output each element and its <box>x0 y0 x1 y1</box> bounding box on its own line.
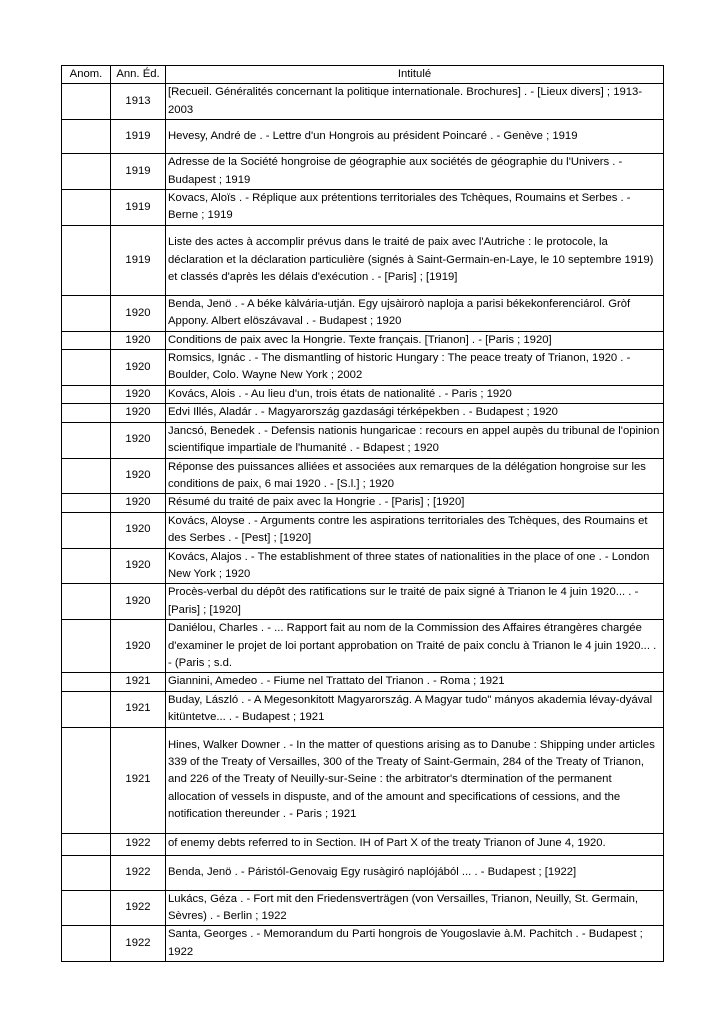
header-row <box>62 66 664 84</box>
table-row <box>62 120 664 154</box>
title-cell: Benda, Jenö . - A béke kàlvária-utján. Egy ujsàirorò naploja a parisi békekonferenciárol. Gròf Appony. Albert elöszávaval . - Budapest ; 1920 <box>166 295 664 331</box>
anom-cell <box>62 84 111 120</box>
title-cell: Hines, Walker Downer . - In the matter of questions arising as to Danube : Shipping under articles 339 of the Treaty of Versailles, 300 of the Treaty of Saint-Germain, 284 of the Treaty of Trianon, and 226 of the Treaty of Neuilly-sur-Seine : the arbitrator's dtermination of the permanent allocation of vessels in dispuste, and of the amount and specifications of cessions, and the notification thereunder . - Paris ; 1921 <box>166 727 664 833</box>
table-row <box>62 385 664 403</box>
title-cell: Procès-verbal du dépôt des ratifications sur le traité de paix signé à Trianon le 4 juin 1920... . - [Paris] ; [1920] <box>166 584 664 620</box>
year-cell: 1920 <box>111 584 166 620</box>
table-row <box>62 855 664 890</box>
anom-cell <box>62 458 111 494</box>
title-cell: Résumé du traité de paix avec la Hongrie . - [Paris] ; [1920] <box>166 494 664 512</box>
table-row <box>62 691 664 727</box>
title-cell: Buday, László . - A Megesonkitott Magyarország. A Magyar tudo" mányos akademia lévay-dyával kitüntetve... . - Budapest ; 1921 <box>166 691 664 727</box>
year-cell: 1920 <box>111 458 166 494</box>
table-row <box>62 350 664 386</box>
year-cell: 1921 <box>111 673 166 691</box>
table-row <box>62 673 664 691</box>
anom-cell <box>62 926 111 962</box>
table-row <box>62 154 664 190</box>
anom-cell <box>62 890 111 926</box>
anom-cell <box>62 691 111 727</box>
anom-cell <box>62 190 111 226</box>
year-cell: 1919 <box>111 120 166 154</box>
anom-cell <box>62 548 111 584</box>
year-cell: 1920 <box>111 548 166 584</box>
table-row <box>62 584 664 620</box>
table-row <box>62 620 664 673</box>
year-cell: 1919 <box>111 154 166 190</box>
table-row <box>62 225 664 295</box>
anom-cell <box>62 855 111 890</box>
year-cell: 1913 <box>111 84 166 120</box>
title-cell: Kovács, Alajos . - The establishment of three states of nationalities in the place of one . - London New York ; 1920 <box>166 548 664 584</box>
anom-cell <box>62 225 111 295</box>
anom-cell <box>62 494 111 512</box>
header-year: Ann. Éd. <box>111 66 166 84</box>
year-cell: 1920 <box>111 494 166 512</box>
anom-cell <box>62 295 111 331</box>
table-row <box>62 458 664 494</box>
catalog-sheet <box>61 65 664 962</box>
anom-cell <box>62 584 111 620</box>
year-cell: 1920 <box>111 404 166 422</box>
year-cell: 1921 <box>111 691 166 727</box>
table-row <box>62 295 664 331</box>
year-cell: 1920 <box>111 295 166 331</box>
title-cell: Kovács, Aloyse . - Arguments contre les aspirations territoriales des Tchèques, des Roumains et des Serbes . - [Pest] ; [1920] <box>166 512 664 548</box>
anom-cell <box>62 620 111 673</box>
anom-cell <box>62 727 111 833</box>
title-cell: Daniélou, Charles . - ... Rapport fait au nom de la Commission des Affaires étrangères chargée d'examiner le projet de loi portant approbation on Traité de paix conclu à Trianon le 4 juin 1920... . - (Paris ; s.d. <box>166 620 664 673</box>
title-cell: Adresse de la Société hongroise de géographie aux sociétés de géographie du l'Univers . - Budapest ; 1919 <box>166 154 664 190</box>
anom-cell <box>62 422 111 458</box>
title-cell: Jancsó, Benedek . - Defensis nationis hungaricae : recours en appel aupès du tribunal de l'opinion scientifique impartiale de l'humanité . - Bdapest ; 1920 <box>166 422 664 458</box>
year-cell: 1920 <box>111 422 166 458</box>
anom-cell <box>62 120 111 154</box>
title-cell: Giannini, Amedeo . - Fiume nel Trattato del Trianon . - Roma ; 1921 <box>166 673 664 691</box>
year-cell: 1922 <box>111 926 166 962</box>
title-cell: Santa, Georges . - Memorandum du Parti hongrois de Yougoslavie à.M. Pachitch . - Budapest ; 1922 <box>166 926 664 962</box>
table-row <box>62 494 664 512</box>
year-cell: 1922 <box>111 833 166 855</box>
year-cell: 1920 <box>111 331 166 349</box>
anom-cell <box>62 331 111 349</box>
title-cell: Benda, Jenö . - Páristól-Genovaig Egy rusàgiró naplójából ... . - Budapest ; [1922] <box>166 855 664 890</box>
year-cell: 1919 <box>111 190 166 226</box>
anom-cell <box>62 512 111 548</box>
anom-cell <box>62 154 111 190</box>
year-cell: 1920 <box>111 350 166 386</box>
table-row <box>62 548 664 584</box>
title-cell: Lukács, Géza . - Fort mit den Friedensverträgen (von Versailles, Trianon, Neuilly, St. Germain, Sèvres) . - Berlin ; 1922 <box>166 890 664 926</box>
table-row <box>62 890 664 926</box>
table-row <box>62 727 664 833</box>
catalog-table <box>61 65 664 962</box>
table-row <box>62 404 664 422</box>
title-cell: Kovács, Alois . - Au lieu d'un, trois états de nationalité . - Paris ; 1920 <box>166 385 664 403</box>
title-cell: Hevesy, André de . - Lettre d'un Hongrois au président Poincaré . - Genève ; 1919 <box>166 120 664 154</box>
title-cell: Conditions de paix avec la Hongrie. Texte français. [Trianon] . - [Paris ; 1920] <box>166 331 664 349</box>
year-cell: 1920 <box>111 512 166 548</box>
anom-cell <box>62 833 111 855</box>
table-row <box>62 422 664 458</box>
title-cell: [Recueil. Généralités concernant la politique internationale. Brochures] . - [Lieux divers] ; 1913-2003 <box>166 84 664 120</box>
title-cell: Liste des actes à accomplir prévus dans le traité de paix avec l'Autriche : le protocole, la déclaration et la déclaration particulière (signés à Saint-Germain-en-Laye, le 10 septembre 1919) et classés d'après les délais d'exécution . - [Paris] ; [1919] <box>166 225 664 295</box>
title-cell: Romsics, Ignác . - The dismantling of historic Hungary : The peace treaty of Trianon, 1920 . - Boulder, Colo. Wayne New York ; 2002 <box>166 350 664 386</box>
table-row <box>62 833 664 855</box>
anom-cell <box>62 404 111 422</box>
title-cell: Réponse des puissances alliées et associées aux remarques de la délégation hongroise sur les conditions de paix, 6 mai 1920 . - [S.l.] ; 1920 <box>166 458 664 494</box>
year-cell: 1920 <box>111 620 166 673</box>
header-anom: Anom. <box>62 66 111 84</box>
table-row <box>62 926 664 962</box>
table-body <box>62 84 664 962</box>
anom-cell <box>62 673 111 691</box>
title-cell: Edvi Illés, Aladár . - Magyarország gazdasági térképekben . - Budapest ; 1920 <box>166 404 664 422</box>
title-cell: Kovacs, Aloïs . - Réplique aux prétentions territoriales des Tchèques, Roumains et Serbes . - Berne ; 1919 <box>166 190 664 226</box>
year-cell: 1919 <box>111 225 166 295</box>
year-cell: 1922 <box>111 855 166 890</box>
year-cell: 1922 <box>111 890 166 926</box>
header-title: Intitulé <box>166 66 664 84</box>
year-cell: 1921 <box>111 727 166 833</box>
table-row <box>62 512 664 548</box>
anom-cell <box>62 385 111 403</box>
table-row <box>62 84 664 120</box>
anom-cell <box>62 350 111 386</box>
table-row <box>62 331 664 349</box>
year-cell: 1920 <box>111 385 166 403</box>
title-cell: of enemy debts referred to in Section. IH of Part X of the treaty Trianon of June 4, 1920. <box>166 833 664 855</box>
table-row <box>62 190 664 226</box>
